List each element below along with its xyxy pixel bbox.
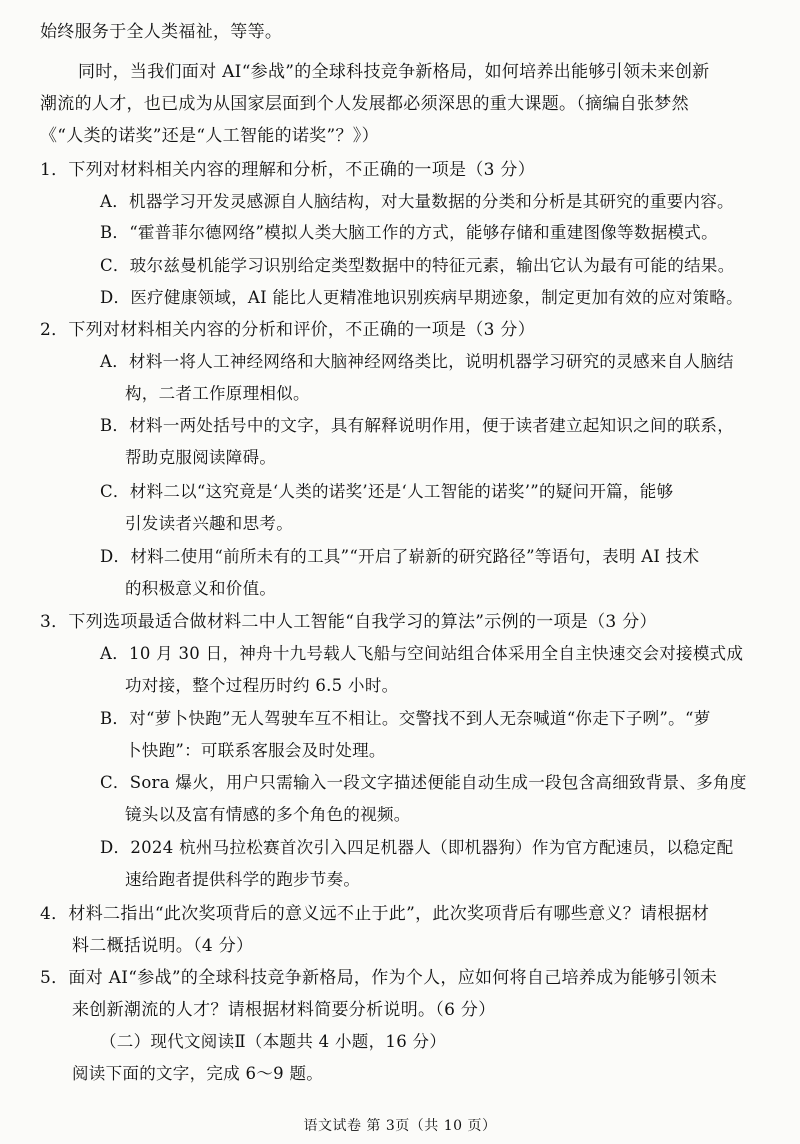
passage-line-3: 潮流的人才，也已成为从国家层面到个人发展都必须深思的重大课题。（摘编自张梦然 bbox=[40, 94, 689, 114]
q2-option-d: D．材料二使用“前所未有的工具”“开启了崭新的研究路径”等语句，表明 AI 技术 bbox=[100, 547, 700, 566]
source-citation: 《“人类的诺奖”还是“人工智能的诺奖”？》） bbox=[40, 126, 379, 146]
question-4-stem-cont: 料二概括说明。（4 分） bbox=[72, 936, 254, 956]
q1-option-c: C．玻尔兹曼机能学习识别给定类型数据中的特征元素，输出它认为最有可能的结果。 bbox=[100, 256, 735, 275]
passage-line-2: 同时，当我们面对 AI“参战”的全球科技竞争新格局，如何培养出能够引领未来创新 bbox=[78, 62, 710, 82]
q3-option-d: D．2024 杭州马拉松赛首次引入四足机器人（即机器狗）作为官方配速员，以稳定配 bbox=[100, 838, 734, 857]
q1-option-a: A．机器学习开发灵感源自人脑结构，对大量数据的分类和分析是其研究的重要内容。 bbox=[100, 192, 734, 211]
page-footer: 语文试卷 第 3页（共 10 页） bbox=[303, 1118, 497, 1134]
question-1-stem: 1．下列对材料相关内容的理解和分析，不正确的一项是（3 分） bbox=[40, 160, 536, 180]
q3-option-b: B．对“萝卜快跑”无人驾驶车互不相让。交警找不到人无奈喊道“你走下子咧”。“萝 bbox=[100, 709, 711, 728]
question-4-stem: 4．材料二指出“此次奖项背后的意义远不止于此”，此次奖项背后有哪些意义？请根据材 bbox=[40, 904, 710, 924]
question-2-stem: 2．下列对材料相关内容的分析和评价，不正确的一项是（3 分） bbox=[40, 320, 536, 340]
q2-option-c-cont: 引发读者兴趣和思考。 bbox=[125, 514, 293, 533]
question-3-stem: 3．下列选项最适合做材料二中人工智能“自我学习的算法”示例的一项是（3 分） bbox=[40, 612, 657, 632]
q3-option-c-cont: 镜头以及富有情感的多个角色的视频。 bbox=[125, 805, 411, 824]
q2-option-a: A．材料一将人工神经网络和大脑神经网络类比，说明机器学习研究的灵感来自人脑结 bbox=[100, 352, 734, 371]
q3-option-a-cont: 功对接，整个过程历时约 6.5 小时。 bbox=[125, 676, 399, 695]
q1-option-b: B．“霍普菲尔德网络”模拟人类大脑工作的方式，能够存储和重建图像等数据模式。 bbox=[100, 223, 718, 242]
q2-option-b: B．材料一两处括号中的文字，具有解释说明作用，便于读者建立起知识之间的联系， bbox=[100, 416, 735, 435]
q2-option-a-cont: 构，二者工作原理相似。 bbox=[125, 384, 310, 403]
passage-line-1: 始终服务于全人类福祉，等等。 bbox=[40, 22, 283, 42]
q2-option-b-cont: 帮助克服阅读障碍。 bbox=[125, 448, 277, 467]
q3-option-d-cont: 速给跑者提供科学的跑步节奏。 bbox=[125, 870, 361, 889]
q3-option-c: C．Sora 爆火，用户只需输入一段文字描述便能自动生成一段包含高细致背景、多角度 bbox=[100, 773, 747, 792]
q3-option-a: A．10 月 30 日，神舟十九号载人飞船与空间站组合体采用全自主快速交会对接模式成 bbox=[100, 644, 744, 663]
question-5-stem-cont: 来创新潮流的人才？请根据材料简要分析说明。（6 分） bbox=[72, 1000, 496, 1020]
q1-option-d: D．医疗健康领域，AI 能比人更精准地识别疾病早期迹象，制定更加有效的应对策略。 bbox=[100, 288, 743, 307]
question-5-stem: 5．面对 AI“参战”的全球科技竞争新格局，作为个人，应如何将自己培养成为能够引领未 bbox=[40, 968, 718, 988]
q3-option-b-cont: 卜快跑”：可联系客服会及时处理。 bbox=[125, 741, 386, 760]
section-heading: （二）现代文阅读Ⅱ（本题共 4 小题，16 分） bbox=[100, 1032, 447, 1051]
q2-option-d-cont: 的积极意义和价值。 bbox=[125, 579, 277, 598]
q2-option-c: C．材料二以“这究竟是‘人类的诺奖’还是‘人工智能的诺奖’”的疑问开篇，能够 bbox=[100, 482, 674, 501]
section-instruction: 阅读下面的文字，完成 6～9 题。 bbox=[72, 1064, 324, 1083]
